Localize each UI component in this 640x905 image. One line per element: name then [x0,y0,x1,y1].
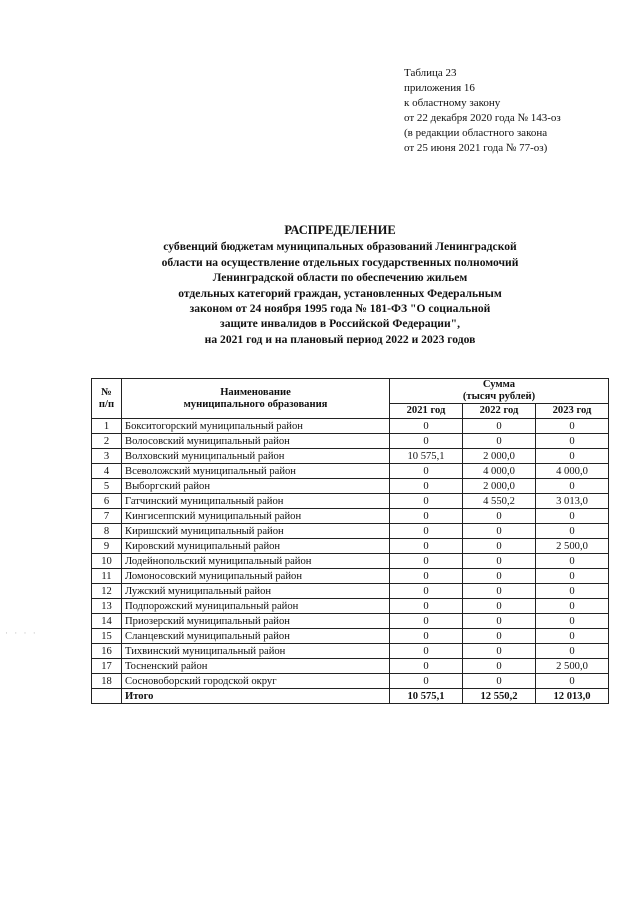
header-text: Сумма [482,379,516,390]
reference-line: Таблица 23 [404,67,457,79]
amount-2023: 2 500,0 [536,539,609,554]
amount-2023: 0 [536,674,609,689]
amount-2022: 2 000,0 [463,449,536,464]
row-number: 11 [92,569,122,584]
amount-2021: 0 [390,554,463,569]
total-row [92,689,609,704]
municipality-name: Киришский муниципальный район [122,524,390,539]
table-row [92,464,609,479]
amount-2021: 0 [390,584,463,599]
row-number: 6 [92,494,122,509]
total-number-cell [92,689,122,704]
row-number: 16 [92,644,122,659]
amount-2023: 3 013,0 [536,494,609,509]
amount-2023: 0 [536,419,609,434]
amount-2023: 0 [536,524,609,539]
amount-2023: 0 [536,554,609,569]
amount-2021: 0 [390,644,463,659]
table-row [92,584,609,599]
amount-2021: 0 [390,419,463,434]
col-header-sum [390,379,609,404]
amount-2021: 0 [390,569,463,584]
row-number: 9 [92,539,122,554]
row-number: 8 [92,524,122,539]
amount-2021: 10 575,1 [390,449,463,464]
table-row [92,644,609,659]
row-number: 10 [92,554,122,569]
table-row [92,614,609,629]
total-2023: 12 013,0 [536,689,609,704]
row-number: 17 [92,659,122,674]
amount-2021: 0 [390,464,463,479]
col-header-2022: 2022 год [463,404,536,419]
amount-2021: 0 [390,674,463,689]
table-row [92,599,609,614]
amount-2022: 0 [463,419,536,434]
col-header-number [92,379,122,419]
title-heading: РАСПРЕДЕЛЕНИЕ [284,223,396,237]
title-line: защите инвалидов в Российской Федерации", [220,317,460,331]
header-text: муниципального образования [183,398,328,410]
amount-2021: 0 [390,659,463,674]
municipality-name: Сланцевский муниципальный район [122,629,390,644]
amount-2021: 0 [390,434,463,449]
row-number: 4 [92,464,122,479]
municipality-name: Волосовский муниципальный район [122,434,390,449]
amount-2021: 0 [390,614,463,629]
amount-2022: 4 550,2 [463,494,536,509]
municipality-name: Гатчинский муниципальный район [122,494,390,509]
municipality-name: Всеволожский муниципальный район [122,464,390,479]
municipality-name: Подпорожский муниципальный район [122,599,390,614]
municipality-name: Лужский муниципальный район [122,584,390,599]
col-header-2021: 2021 год [390,404,463,419]
amount-2023: 0 [536,569,609,584]
table-header-row [92,379,609,404]
municipality-name: Выборгский район [122,479,390,494]
amount-2022: 0 [463,524,536,539]
amount-2023: 2 500,0 [536,659,609,674]
amount-2023: 0 [536,509,609,524]
title-line: области на осуществление отдельных государственных полномочий [161,255,519,269]
amount-2022: 0 [463,554,536,569]
municipality-name: Кировский муниципальный район [122,539,390,554]
table-row [92,539,609,554]
row-number: 1 [92,419,122,434]
amount-2022: 0 [463,434,536,449]
row-number: 13 [92,599,122,614]
municipality-name: Бокситогорский муниципальный район [122,419,390,434]
table-row [92,494,609,509]
header-text: № [101,386,112,398]
municipality-name: Тихвинский муниципальный район [122,644,390,659]
amount-2022: 0 [463,569,536,584]
table-row [92,629,609,644]
header-text: Наименование [220,386,291,398]
amount-2022: 0 [463,614,536,629]
document-title [100,223,580,347]
table-row [92,479,609,494]
amount-2021: 0 [390,599,463,614]
title-line: отдельных категорий граждан, установленных Федеральным [178,286,502,300]
amount-2022: 0 [463,659,536,674]
row-number: 12 [92,584,122,599]
table-row [92,419,609,434]
amount-2023: 0 [536,584,609,599]
col-header-municipality [122,379,390,419]
municipality-name: Кингисеппский муниципальный район [122,509,390,524]
amount-2022: 0 [463,584,536,599]
reference-line: к областному закону [404,97,501,109]
municipality-name: Лодейнопольский муниципальный район [122,554,390,569]
total-2021: 10 575,1 [390,689,463,704]
row-number: 15 [92,629,122,644]
municipality-name: Сосновоборский городской округ [122,674,390,689]
amount-2021: 0 [390,479,463,494]
amount-2023: 0 [536,449,609,464]
municipality-name: Тосненский район [122,659,390,674]
table-row [92,659,609,674]
amount-2021: 0 [390,539,463,554]
row-number: 5 [92,479,122,494]
table-row [92,524,609,539]
municipality-name: Волховский муниципальный район [122,449,390,464]
amount-2023: 0 [536,434,609,449]
amount-2022: 0 [463,629,536,644]
row-number: 3 [92,449,122,464]
amount-2021: 0 [390,494,463,509]
amount-2022: 0 [463,674,536,689]
table-row [92,674,609,689]
municipality-name: Приозерский муниципальный район [122,614,390,629]
municipality-name: Ломоносовский муниципальный район [122,569,390,584]
amount-2021: 0 [390,629,463,644]
amount-2023: 0 [536,614,609,629]
amount-2023: 0 [536,644,609,659]
reference-line: приложения 16 [404,82,475,94]
amount-2023: 0 [536,629,609,644]
reference-line: (в редакции областного закона [404,127,548,139]
reference-line: от 25 июня 2021 года № 77-оз) [404,142,548,154]
amount-2022: 0 [463,644,536,659]
appendix-reference [404,66,561,156]
amount-2022: 0 [463,509,536,524]
amount-2023: 0 [536,599,609,614]
table-row [92,449,609,464]
amount-2021: 0 [390,524,463,539]
row-number: 14 [92,614,122,629]
table-row [92,434,609,449]
col-header-2023: 2023 год [536,404,609,419]
margin-dots: · · · · [5,628,38,638]
title-line: Ленинградской области по обеспечению жильем [212,271,468,285]
table-row [92,554,609,569]
table-row [92,569,609,584]
amount-2022: 0 [463,539,536,554]
title-line: законом от 24 ноября 1995 года № 181-ФЗ "О социальной [189,302,491,316]
table-body [92,419,609,704]
reference-line: от 22 декабря 2020 года № 143-оз [404,112,561,124]
total-2022: 12 550,2 [463,689,536,704]
row-number: 18 [92,674,122,689]
header-text: (тысяч рублей) [462,391,536,402]
table-row [92,509,609,524]
amount-2022: 0 [463,599,536,614]
amount-2023: 0 [536,479,609,494]
row-number: 7 [92,509,122,524]
total-label: Итого [122,689,390,704]
amount-2023: 4 000,0 [536,464,609,479]
amount-2021: 0 [390,509,463,524]
title-line: на 2021 год и на плановый период 2022 и 2023 годов [204,332,476,346]
amount-2022: 2 000,0 [463,479,536,494]
header-text: п/п [98,398,115,410]
amount-2022: 4 000,0 [463,464,536,479]
title-line: субвенций бюджетам муниципальных образований Ленинградской [163,240,517,254]
row-number: 2 [92,434,122,449]
distribution-table [91,378,609,704]
